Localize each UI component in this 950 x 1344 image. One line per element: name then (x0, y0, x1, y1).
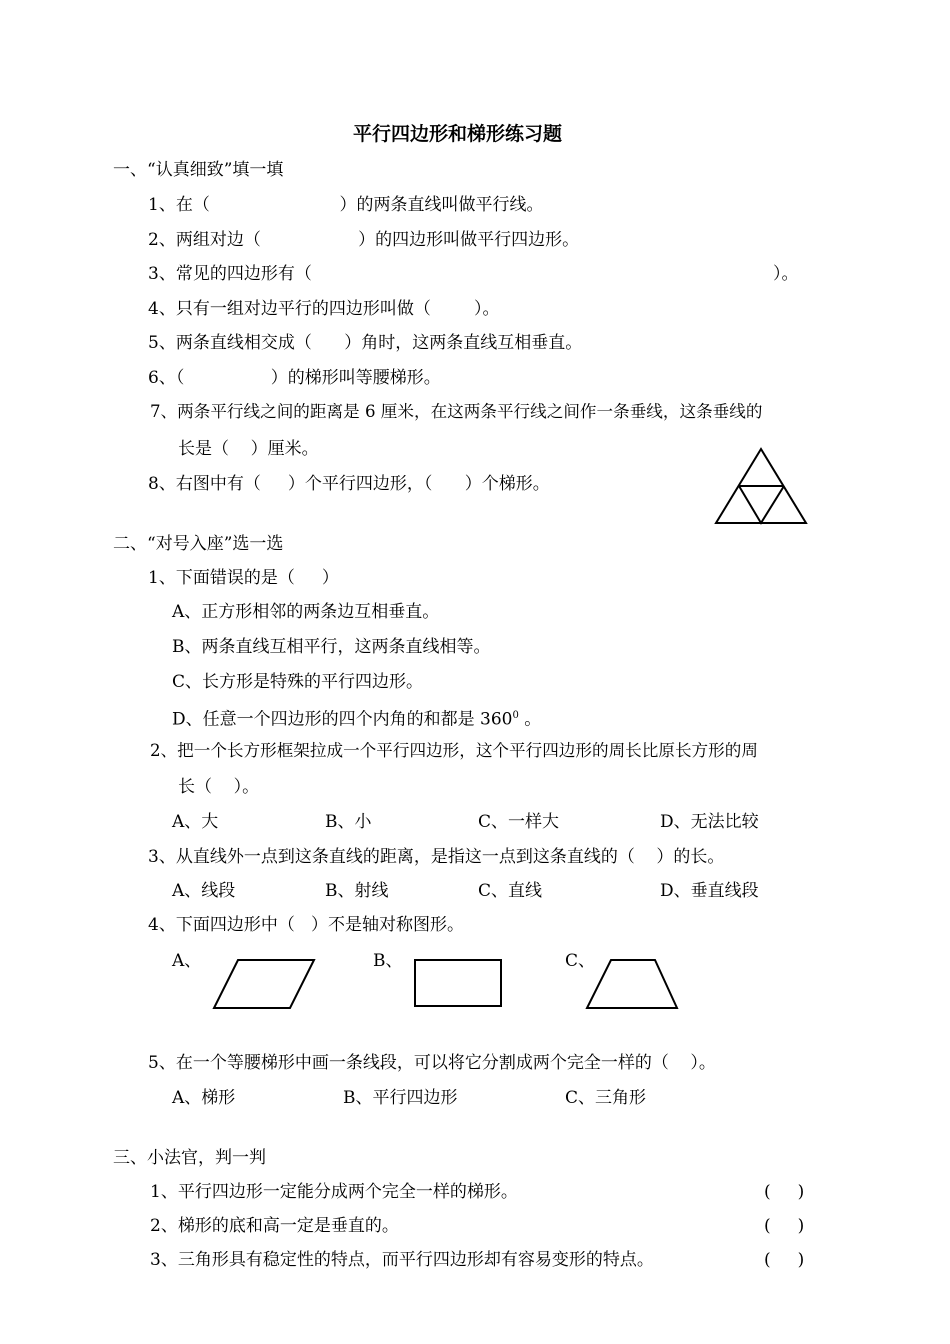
s2-q5-option-b: B、平行四边形 (343, 1088, 458, 1108)
trapezoid-shape (585, 958, 679, 1010)
s3-item-2-bracket: ( ) (764, 1216, 805, 1236)
s1-question-2: 2、两组对边（ ）的四边形叫做平行四边形。 (148, 230, 580, 250)
s1-question-3: 3、常见的四边形有（ (148, 264, 312, 284)
section2-heading: 二、“对号入座”选一选 (113, 534, 284, 554)
section1-heading: 一、“认真细致”填一填 (113, 160, 284, 180)
s1-question-7-cont: 长是（ ）厘米。 (178, 439, 319, 459)
option-d-end: 。 (518, 709, 542, 730)
s2-question-2-cont: 长（ ）。 (178, 777, 260, 797)
page-title: 平行四边形和梯形练习题 (353, 123, 563, 145)
s2-question-3: 3、从直线外一点到这条直线的距离，是指这一点到这条直线的（ ）的长。 (148, 847, 725, 867)
s2-q3-option-b: B、射线 (325, 881, 389, 901)
triangle-figure (714, 447, 810, 527)
s3-item-3-bracket: ( ) (764, 1250, 805, 1270)
s1-question-7: 7、两条平行线之间的距离是 6 厘米，在这两条平行线之间作一条垂线，这条垂线的 (150, 402, 763, 421)
s2-q4-option-c-label: C、 (565, 951, 596, 971)
s2-q5-option-a: A、梯形 (172, 1088, 236, 1108)
s2-question-4: 4、下面四边形中（ ）不是轴对称图形。 (148, 915, 465, 935)
s2-q2-option-d: D、无法比较 (660, 812, 759, 832)
s2-q2-option-c: C、一样大 (478, 812, 560, 832)
s3-item-3: 3、三角形具有稳定性的特点，而平行四边形却有容易变形的特点。 (150, 1250, 654, 1270)
s2-question-2: 2、把一个长方形框架拉成一个平行四边形，这个平行四边形的周长比原长方形的周 (150, 741, 758, 760)
s3-item-1: 1、平行四边形一定能分成两个完全一样的梯形。 (150, 1182, 518, 1202)
s2-q1-option-d (172, 706, 541, 730)
s2-q3-option-a: A、线段 (172, 881, 236, 901)
s1-question-1: 1、在（ ）的两条直线叫做平行线。 (148, 195, 544, 215)
s3-item-2: 2、梯形的底和高一定是垂直的。 (150, 1216, 399, 1236)
option-d-text: D、任意一个四边形的四个内角的和都是 360 (172, 709, 513, 730)
s2-q5-option-c: C、三角形 (565, 1088, 647, 1108)
s2-q2-option-a: A、大 (172, 812, 219, 832)
s2-q2-option-b: B、小 (325, 812, 372, 832)
s2-question-5: 5、在一个等腰梯形中画一条线段，可以将它分割成两个完全一样的（ ）。 (148, 1053, 716, 1073)
s2-q1-option-a: A、正方形相邻的两条边互相垂直。 (172, 602, 440, 622)
s1-question-5: 5、两条直线相交成（ ）角时，这两条直线互相垂直。 (148, 333, 583, 353)
s1-question-3-close: ）。 (773, 264, 799, 284)
s2-q3-option-d: D、垂直线段 (660, 881, 759, 901)
s1-question-4: 4、只有一组对边平行的四边形叫做（ ）。 (148, 299, 500, 319)
s2-q4-option-a-label: A、 (172, 951, 202, 971)
s1-question-6: 6、（ ）的梯形叫等腰梯形。 (148, 368, 441, 388)
s2-q3-option-c: C、直线 (478, 881, 543, 901)
s1-question-8: 8、右图中有（ ）个平行四边形，（ ）个梯形。 (148, 474, 550, 494)
s2-q4-option-b-label: B、 (373, 951, 403, 971)
s3-item-1-bracket: ( ) (764, 1182, 805, 1202)
section3-heading: 三、小法官，判一判 (113, 1148, 266, 1168)
s2-q1-option-b: B、两条直线互相平行，这两条直线相等。 (172, 637, 491, 657)
s2-question-1: 1、下面错误的是（ ） (148, 568, 339, 588)
parallelogram-shape (212, 958, 316, 1010)
rectangle-shape (413, 958, 503, 1008)
s2-q1-option-c: C、长方形是特殊的平行四边形。 (172, 672, 424, 692)
degree-superscript: 0 (512, 710, 519, 721)
